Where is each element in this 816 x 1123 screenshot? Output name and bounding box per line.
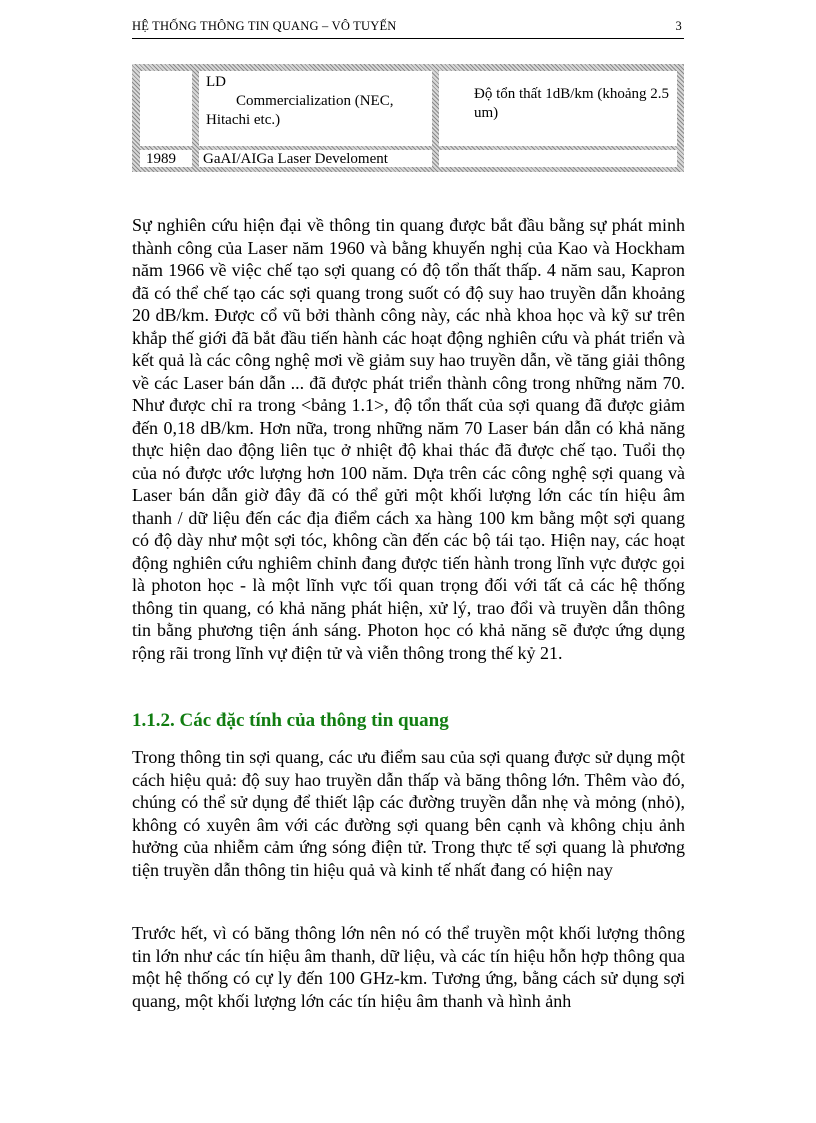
- table-cell-technology: [199, 71, 432, 146]
- table-cell-loss: [439, 150, 677, 167]
- paragraph-history: Sự nghiên cứu hiện đại về thông tin quang được bắt đầu bằng sự phát minh thành công của Laser năm 1960 và bằng khuyến nghị của Kao và Hockham năm 1966 về việc chế tạo sợi quang có độ tổn thất thấp. 4 năm sau, Kapron đã có thể chế tạo các sợi quang trong suốt có độ suy hao truyền dẫn khoảng 20 dB/km. Được cổ vũ bởi thành công này, các nhà khoa học và kỹ sư trên khắp thế giới đã bắt đầu tiến hành các hoạt động nghiên cứu và phát triển và kết quả là các công nghệ mơi về giảm suy hao truyền dẫn, về tăng giải thông về các Laser bán dẫn ... đã được phát triển thành công trong những năm 70. Như được chỉ ra trong <bảng 1.1>, độ tổn thất của sợi quang đã được giảm đến 0,18 dB/km. Hơn nữa, trong những năm 70 Laser bán dẫn có khả năng thực hiện dao động liên tục ở nhiệt độ khai thác đã được chế tạo. Tuổi thọ của nó được ước lượng hơn 100 năm. Dựa trên các công nghệ sợi quang và Laser bán dẫn giờ đây đã có thể gửi một khối lượng lớn các tín hiệu âm thanh / dữ liệu đến các địa điểm cách xa hàng 100 km bằng một sợi quang có độ dày như một sợi tóc, không cần đến các bộ tái tạo. Hiện nay, các hoạt động nghiên cứu nghiêm chỉnh đang được tiến hành trong lĩnh vực được gọi là photon học - là một lĩnh vực tối quan trọng đối với tất cả các hệ thống thông tin quang, có khả năng phát hiện, xử lý, trao đổi và truyền dẫn thông tin bằng phương tiện ánh sáng. Photon học có khả năng sẽ được ứng dụng rộng rãi trong lĩnh vự điện tử và viễn thông trong thế kỷ 21.: [132, 215, 685, 663]
- page-number: 3: [675, 19, 682, 33]
- paragraph-bandwidth: Trước hết, vì có băng thông lớn nên nó có thể truyền một khối lượng thông tin lớn như các tín hiệu âm thanh, dữ liệu, và các tín hiệu hỗn hợp thông qua một hệ thống có cự ly đến 100 GHz-km. Tương ứng, bằng cách sử dụng sợi quang, một khối lượng lớn các tín hiệu âm thanh và hình ảnh: [132, 923, 685, 1011]
- paragraph-advantages: Trong thông tin sợi quang, các ưu điểm sau của sợi quang được sử dụng một cách hiệu quả: độ suy hao truyền dẫn thấp và băng thông lớn. Thêm vào đó, chúng có thể sử dụng để thiết lập các đường truyền dẫn nhẹ và mỏng (nhỏ), không có xuyên âm với các đường sợi quang bên cạnh và không chịu ảnh hưởng của nhiễm cảm ứng sóng điện tử. Trong thực tế sợi quang là phương tiện truyền dẫn thông tin hiệu quả và kinh tế nhất đang có hiện nay: [132, 747, 685, 880]
- section-heading: 1.1.2. Các đặc tính của thông tin quang: [132, 710, 449, 731]
- history-table: [132, 64, 684, 172]
- header-title: HỆ THỐNG THÔNG TIN QUANG – VÔ TUYẾN: [132, 19, 397, 33]
- table-cell-loss: Độ tổn thất 1dB/km (khoảng 2.5 um): [439, 71, 677, 146]
- page-header: [132, 16, 684, 39]
- table-cell-text: Hitachi etc.): [206, 112, 281, 128]
- table-cell-text: Commercialization (NEC,: [236, 93, 394, 109]
- table-cell-technology: GaAI/AIGa Laser Develoment: [199, 150, 432, 167]
- table-cell-year: [140, 71, 192, 146]
- table-cell-text: LD: [206, 74, 226, 90]
- table-cell-year: 1989: [140, 150, 192, 167]
